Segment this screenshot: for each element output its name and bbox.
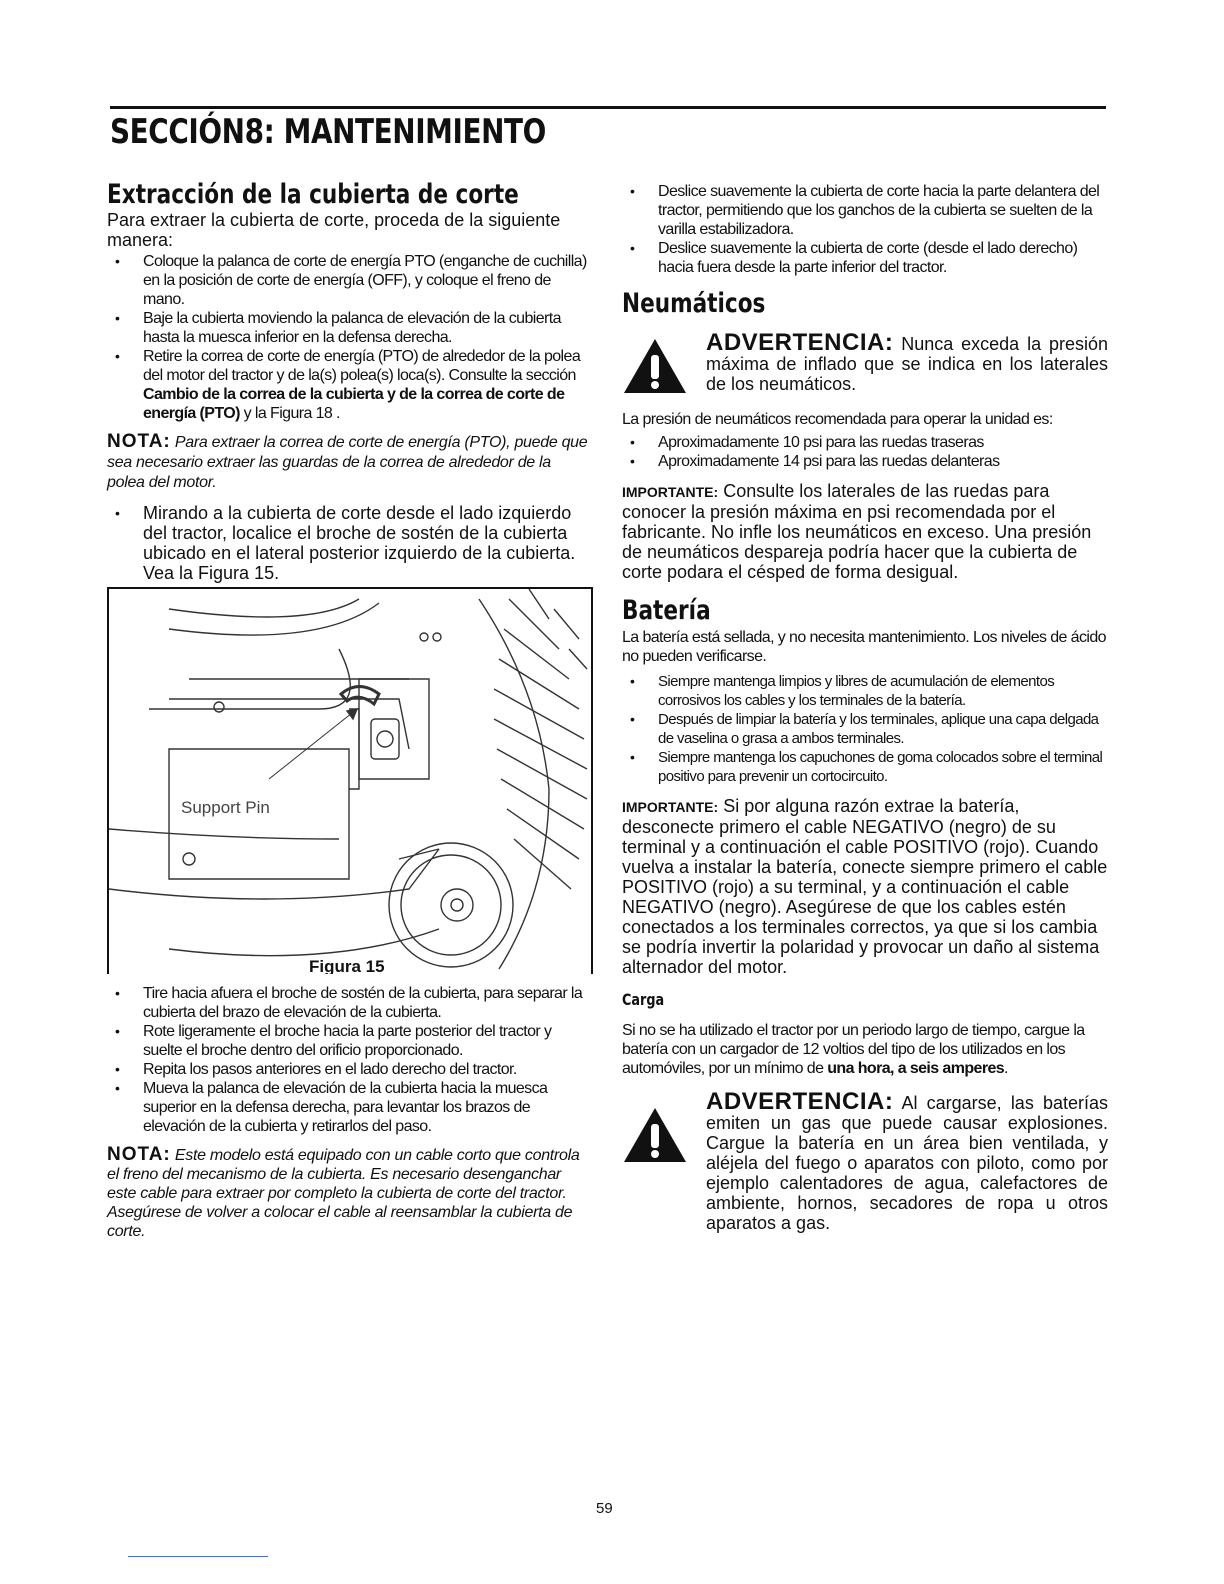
list-item: • Repita los pasos anteriores en el lado derecho del tractor. [107, 1060, 590, 1079]
figure-caption: Figura 15 [305, 958, 389, 974]
charge-heading: Carga [622, 990, 665, 1009]
deck-support-pin-illustration [109, 589, 591, 974]
battery-intro: La batería está sellada, y no necesita mantenimiento. Los niveles de ácido no pueden verificarse. [622, 629, 1106, 665]
list-item: • Tire hacia afuera el broche de sostén de la cubierta, para separar la cubierta del brazo de elevación de la cubierta. [107, 984, 590, 1022]
list-item: • Baje la cubierta moviendo la palanca de elevación de la cubierta hasta la muesca inferior en la defensa derecha. [107, 309, 590, 347]
important-body: Consulte los laterales de las ruedas para conocer la presión máxima en psi recomendada por el fabricante. No infle los neumáticos en exceso. Una presión de neumáticos despareja podría hacer que la cubierta de corte podara el césped de forma desigual. [622, 481, 1092, 582]
charge-text [622, 1021, 1108, 1078]
list-item: • Mirando a la cubierta de corte desde el lado izquierdo del tractor, localice el broche de sostén de la cubierta ubicado en el lateral posterior izquierdo de la cubierta. Vea la Figura 15. [107, 503, 590, 583]
note-1 [107, 432, 590, 493]
note-2 [107, 1145, 590, 1241]
section-title: SECCIÓN8: MANTENIMIENTO [110, 112, 546, 152]
list-item: • Aproximadamente 14 psi para las ruedas delanteras [622, 452, 1108, 471]
charge-body: Si no se ha utilizado el tractor por un periodo largo de tiempo, cargue la batería con un cargador de 12 voltios del tipo de los utilizados en los automóviles, por un mínimo de [622, 1022, 1085, 1077]
battery-steps [622, 672, 1108, 786]
figure-15 [107, 587, 593, 974]
note-body: Para extraer la correa de corte de energía (PTO), puede que sea necesario extraer las guardas de la correa de alrededor de la polea del motor. [107, 434, 588, 491]
tire-warning [622, 329, 1108, 394]
warning-label: ADVERTENCIA: [706, 1088, 894, 1115]
warning-icon [622, 1106, 688, 1164]
list-item: • Siempre mantenga limpios y libres de acumulación de elementos corrosivos los cables y los terminales de la batería. [622, 672, 1108, 710]
important-battery [622, 796, 1108, 977]
deck-removal-heading: Extracción de la cubierta de corte [107, 179, 519, 210]
left-column [107, 178, 590, 1241]
tires-heading: Neumáticos [622, 288, 766, 319]
deck-removal-steps-2 [107, 984, 590, 1136]
warning-body: Nunca exceda la presión máxima de inflado que se indica en los laterales de los neumáticos. [706, 334, 1108, 394]
battery-heading: Batería [622, 595, 711, 626]
important-tires [622, 481, 1108, 582]
support-pin-step [107, 503, 590, 583]
list-item: • Deslice suavemente la cubierta de corte hacia la parte delantera del tractor, permitiendo que los ganchos de la cubierta se suelten de la varilla estabilizadora. [622, 182, 1108, 239]
list-item: • Rote ligeramente el broche hacia la parte posterior del tractor y suelte el broche dentro del orificio proporcionado. [107, 1022, 590, 1060]
list-item: • Coloque la palanca de corte de energía PTO (enganche de cuchilla) en la posición de corte de energía (OFF), y coloque el freno de mano. [107, 252, 590, 309]
list-item: • Aproximadamente 10 psi para las ruedas traseras [622, 433, 1108, 452]
deck-removal-intro: Para extraer la cubierta de corte, proceda de la siguiente manera: [107, 210, 561, 250]
battery-warning [622, 1088, 1108, 1233]
charge-end: . [1004, 1060, 1008, 1077]
right-column [622, 178, 1108, 1233]
warning-label: ADVERTENCIA: [706, 329, 894, 356]
support-pin-label: Support Pin [181, 798, 270, 817]
pressure-intro: La presión de neumáticos recomendada para operar la unidad es: [622, 411, 1053, 428]
deck-slide-steps [622, 182, 1108, 277]
important-body: Si por alguna razón extrae la batería, desconecte primero el cable NEGATIVO (negro) de su terminal y a continuación el cable POSITIVO (rojo). Cuando vuelva a instalar la batería, conecte siempre primero el cable POSITIVO (rojo) a su terminal, y a continuación el cable NEGATIVO (negro). Asegúrese de que los cables estén conectados a los terminales correctos, ya que si los cambia se podría invertir la polaridad y provocar un daño al sistema alternador del motor. [622, 796, 1108, 977]
step-bold-ref: Cambio de la correa de la cubierta y de la correa de corte de energía (PTO) [143, 386, 565, 422]
pressure-list [622, 433, 1108, 471]
warning-text [706, 1088, 1108, 1233]
list-item: • Deslice suavemente la cubierta de corte (desde el lado derecho) hacia fuera desde la parte inferior del tractor. [622, 239, 1108, 277]
deck-removal-steps [107, 252, 590, 423]
list-item: • Siempre mantenga los capuchones de goma colocados sobre el terminal positivo para prevenir un cortocircuito. [622, 748, 1108, 786]
warning-text [706, 329, 1108, 394]
step-text-end: y la Figura 18 . [239, 405, 340, 422]
list-item: • Después de limpiar la batería y los terminales, aplique una capa delgada de vaselina o grasa a ambos terminales. [622, 710, 1108, 748]
warning-body: Al cargarse, las baterías emiten un gas que puede causar explosiones. Cargue la batería en un área bien ventilada, y aléjela del fuego o aparatos con piloto, como por ejemplo calentadores de agua, calefactores de ambiente, hornos, secadores de ropa u otros aparatos a gas. [706, 1093, 1108, 1233]
list-item [107, 347, 590, 423]
footer-rule [128, 1556, 268, 1557]
note-body: Este modelo está equipado con un cable corto que controla el freno del mecanismo de la cubierta. Es necesario desenganchar este cable para extraer por completo la cubierta de corte del tractor. Asegúrese de volver a colocar el cable al reensamblar la cubierta de corte. [107, 1147, 580, 1240]
list-item: • Mueva la palanca de elevación de la cubierta hacia la muesca superior en la defensa derecha, para levantar los brazos de elevación de la cubierta y retirarlos del paso. [107, 1079, 590, 1136]
important-label: IMPORTANTE: [622, 799, 719, 815]
charge-bold: una hora, a seis amperes [827, 1060, 1005, 1077]
page-number: 59 [596, 1500, 613, 1517]
note-label: NOTA: [107, 1144, 171, 1165]
important-label: IMPORTANTE: [622, 484, 719, 500]
warning-icon [622, 337, 688, 395]
note-label: NOTA: [107, 431, 171, 452]
step-text: Retire la correa de corte de energía (PTO) de alrededor de la polea del motor del tractor y de la(s) polea(s) loca(s). Consulte la sección [143, 348, 581, 384]
top-rule [110, 106, 1106, 109]
